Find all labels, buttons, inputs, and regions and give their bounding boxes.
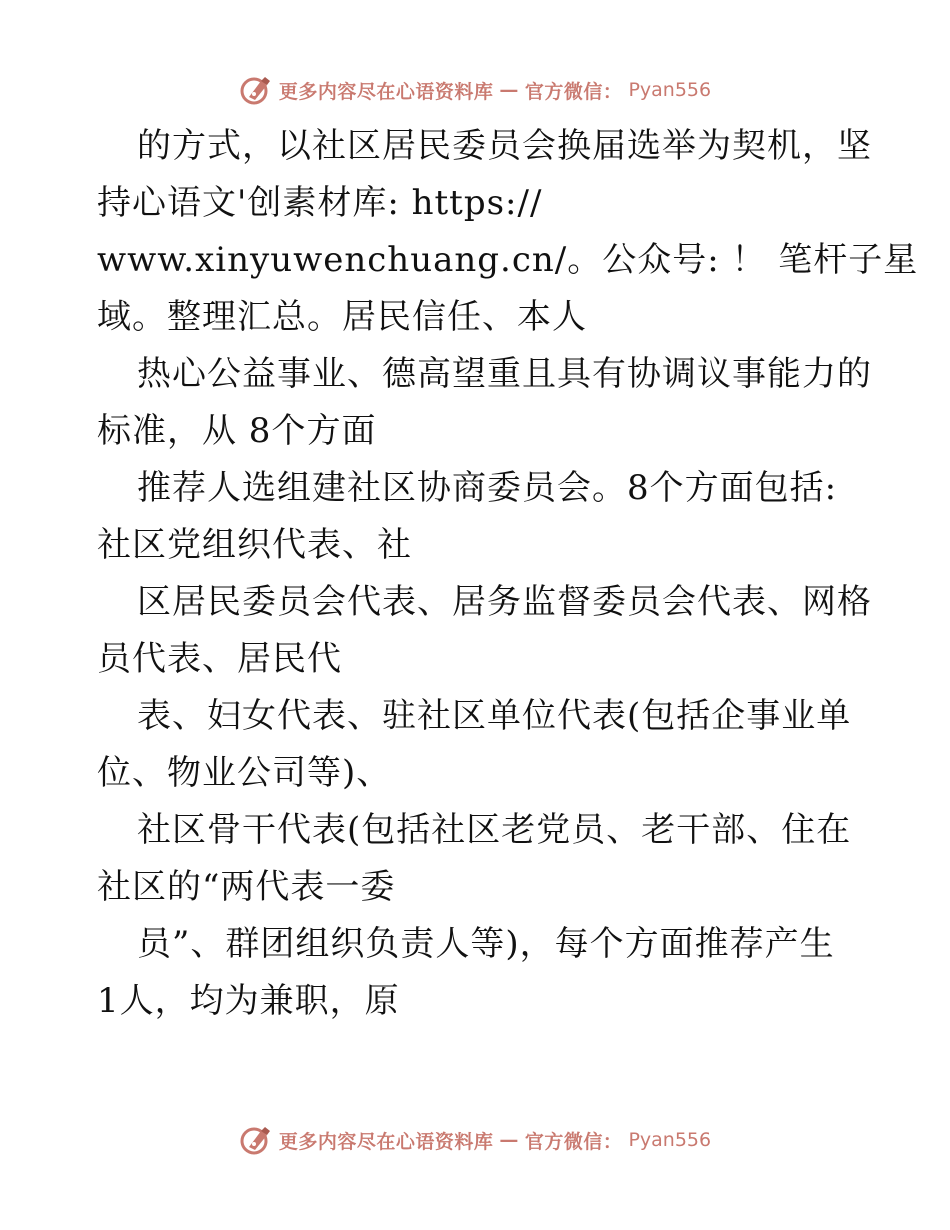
text-line: 位、物业公司等)、 (97, 753, 392, 793)
text-line: 表、妇女代表、驻社区单位代表(包括企事业单 (137, 696, 852, 736)
pen-nib-icon (239, 1123, 273, 1157)
text-line: 1人，均为兼职，原 (97, 981, 400, 1021)
banner-wechat-label: 官方微信： (524, 1130, 623, 1153)
footer-banner (0, 1120, 950, 1160)
banner-title: 更多内容尽在心语资料库 (278, 1130, 494, 1153)
text-line: 社区骨干代表(包括社区老党员、老干部、住在 (137, 810, 852, 850)
text-line: 员代表、居民代 (97, 639, 342, 679)
text-line: 热心公益事业、德高望重且具有协调议事能力的 (137, 354, 872, 394)
banner-dash: — (499, 1129, 519, 1151)
text-line: 推荐人选组建社区协商委员会。8个方面包括: (137, 468, 838, 508)
banner-title: 更多内容尽在心语资料库 (278, 80, 494, 103)
text-line: 的方式，以社区居民委员会换届选举为契机，坚 (137, 126, 872, 166)
banner-wechat-id: Pyan556 (628, 1129, 712, 1151)
banner-dash: — (499, 79, 519, 101)
text-line: 区居民委员会代表、居务监督委员会代表、网格 (137, 582, 872, 622)
text-line: 标准，从 8个方面 (97, 411, 377, 451)
text-line: 社区党组织代表、社 (97, 525, 412, 565)
text-line: 域。整理汇总。居民信任、本人 (97, 297, 587, 337)
text-line: 持心语文'创素材库: https:// (97, 183, 543, 223)
banner-wechat-label: 官方微信： (524, 80, 623, 103)
banner-wechat-id: Pyan556 (628, 79, 712, 101)
document-body (97, 118, 919, 1030)
header-banner (0, 70, 950, 110)
text-line: 社区的“两代表一委 (97, 867, 396, 907)
pen-nib-icon (239, 73, 273, 107)
text-line: 员”、群团组织负责人等)，每个方面推荐产生 (137, 924, 835, 964)
text-line: www.xinyuwenchuang.cn/。公众号: ！ 笔杆子星 (97, 240, 919, 280)
